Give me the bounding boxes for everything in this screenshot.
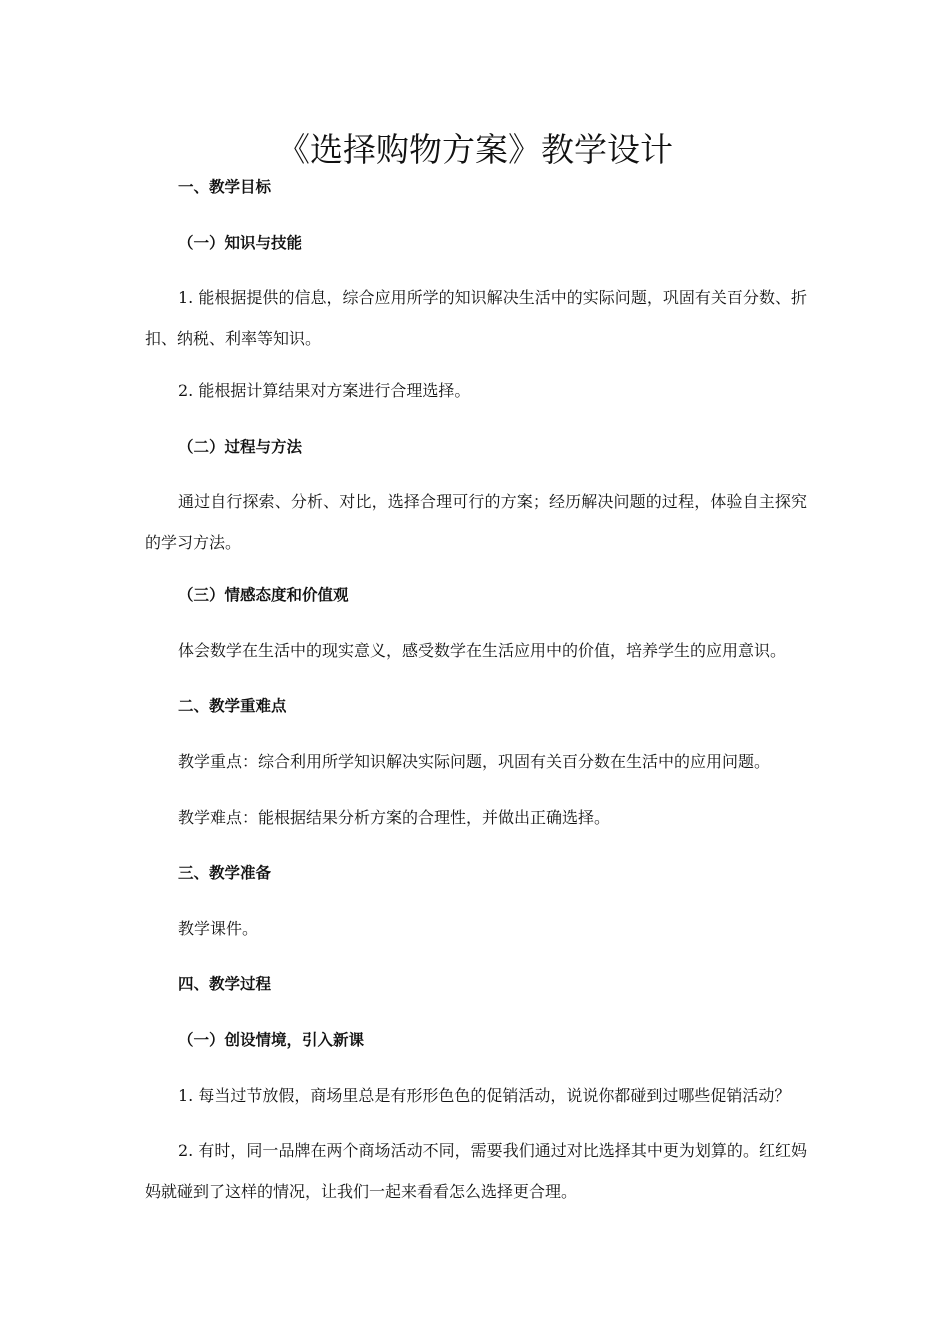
document-title: 《选择购物方案》教学设计 — [277, 130, 673, 169]
subheading-process-methods: （二）过程与方法 — [178, 438, 303, 456]
paragraph-situation-2: 2. 有时，同一品牌在两个商场活动不同，需要我们通过对比选择其中更为划算的。红红妈妈就碰到了这样的情况，让我们一起来看看怎么选择更合理。 — [145, 1141, 807, 1201]
paragraph-situation-1: 1. 每当过节放假，商场里总是有形形色色的促销活动，说说你都碰到过哪些促销活动？ — [178, 1086, 791, 1105]
subheading-create-situation: （一）创设情境，引入新课 — [178, 1031, 365, 1049]
subheading-emotion-values: （三）情感态度和价值观 — [178, 586, 349, 604]
paragraph-preparation: 教学课件。 — [178, 919, 259, 938]
heading-teaching-preparation: 三、教学准备 — [178, 864, 272, 882]
heading-teaching-process: 四、教学过程 — [178, 975, 272, 993]
paragraph-emotion-values: 体会数学在生活中的现实意义，感受数学在生活应用中的价值，培养学生的应用意识。 — [178, 641, 787, 660]
paragraph-process-methods: 通过自行探索、分析、对比，选择合理可行的方案；经历解决问题的过程，体验自主探究的学习方法。 — [145, 492, 807, 552]
heading-teaching-objectives: 一、教学目标 — [178, 178, 272, 196]
paragraph-difficult-point: 教学难点：能根据结果分析方案的合理性，并做出正确选择。 — [178, 808, 611, 827]
heading-key-difficult-points: 二、教学重难点 — [178, 697, 287, 715]
paragraph-knowledge-1: 1. 能根据提供的信息，综合应用所学的知识解决生活中的实际问题，巩固有关百分数、折扣、纳税、利率等知识。 — [145, 288, 807, 348]
subheading-knowledge-skills: （一）知识与技能 — [178, 234, 303, 252]
paragraph-key-point: 教学重点：综合利用所学知识解决实际问题，巩固有关百分数在生活中的应用问题。 — [178, 752, 771, 771]
paragraph-knowledge-2: 2. 能根据计算结果对方案进行合理选择。 — [178, 381, 471, 400]
